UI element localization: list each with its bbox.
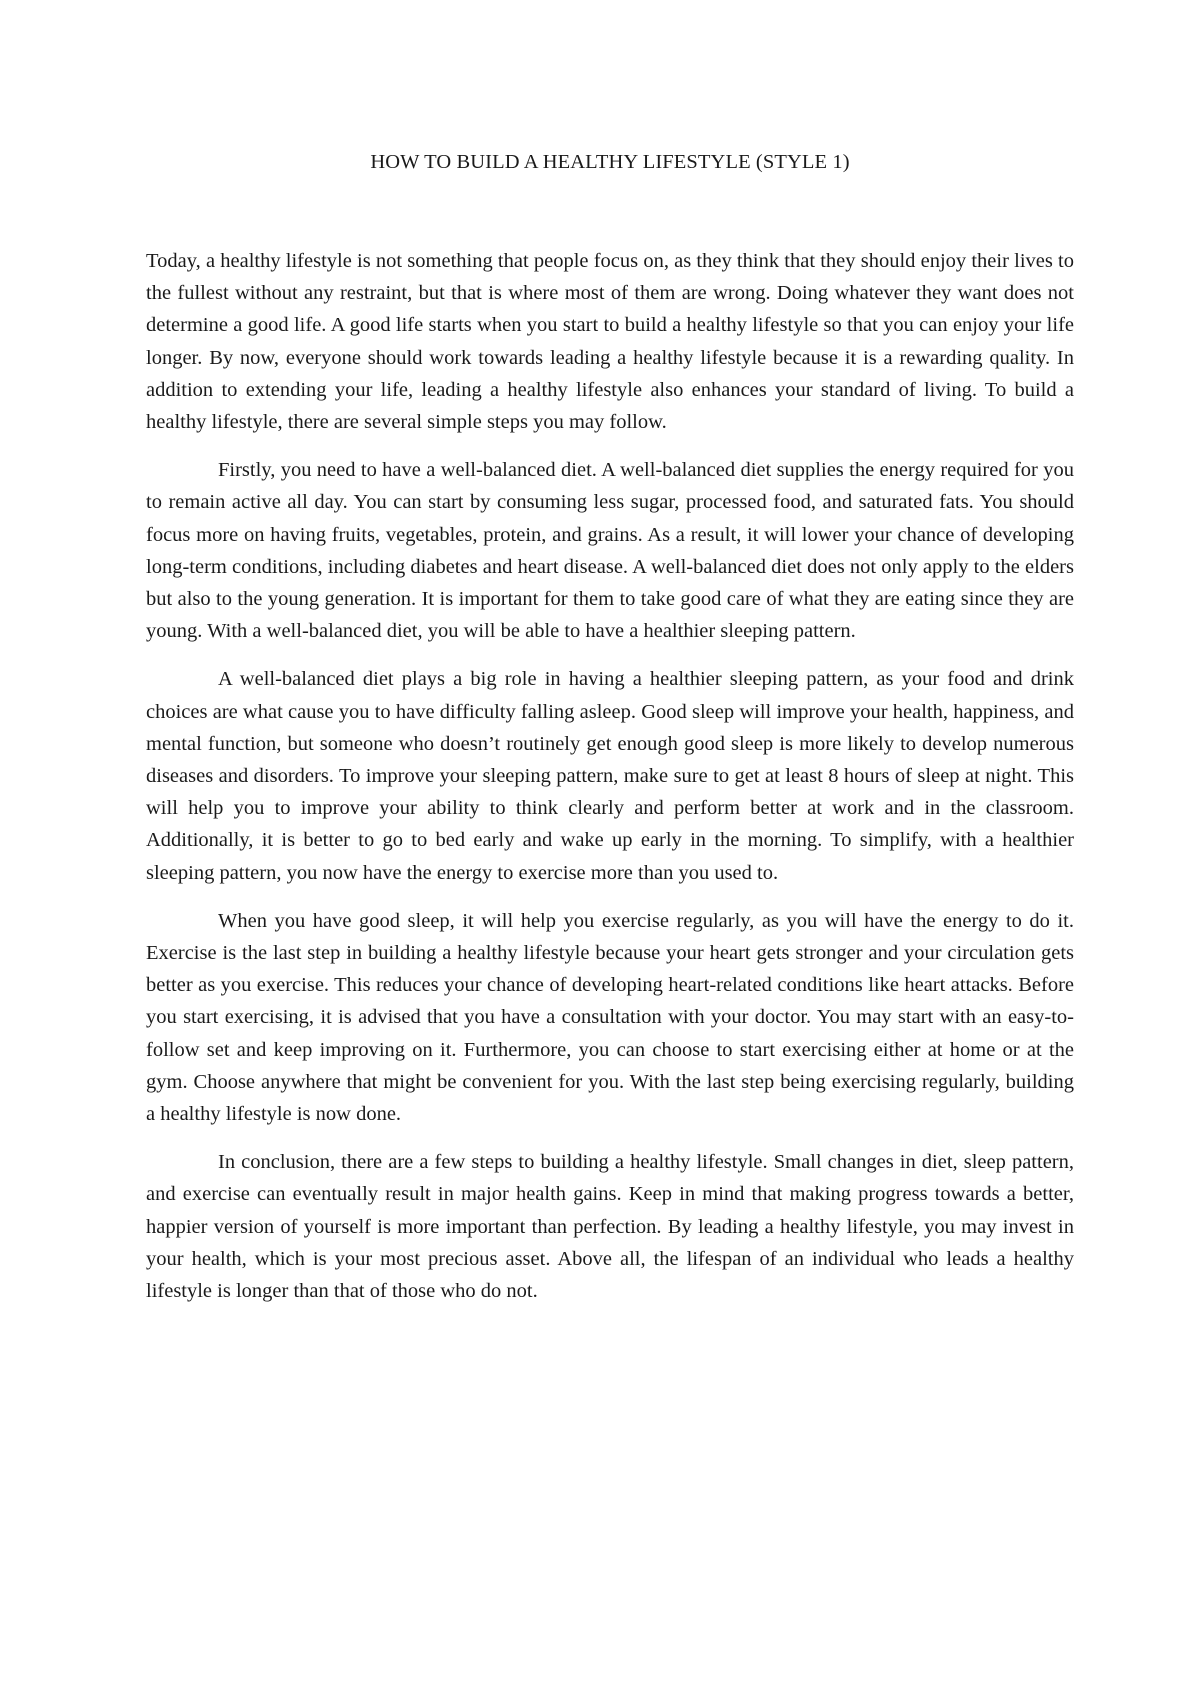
- document-body: [146, 245, 1074, 1323]
- document-title: HOW TO BUILD A HEALTHY LIFESTYLE (STYLE 1): [370, 151, 850, 173]
- paragraph-exercise: When you have good sleep, it will help you exercise regularly, as you will have the energy to do it. Exercise is the last step in building a healthy lifestyle because your heart gets stronger and your circulation gets better as you exercise. This reduces your chance of developing heart-related conditions like heart attacks. Before you start exercising, it is advised that you have a consultation with your doctor. You may start with an easy-to-follow set and keep improving on it. Furthermore, you can choose to start exercising either at home or at the gym. Choose anywhere that might be convenient for you. With the last step being exercising regularly, building a healthy lifestyle is now done.: [146, 909, 1074, 1126]
- paragraph-sleep: A well-balanced diet plays a big role in having a healthier sleeping pattern, as your food and drink choices are what cause you to have difficulty falling asleep. Good sleep will improve your health, happiness, and mental function, but someone who doesn’t routinely get enough good sleep is more likely to develop numerous diseases and disorders. To improve your sleeping pattern, make sure to get at least 8 hours of sleep at night. This will help you to improve your ability to think clearly and perform better at work and in the classroom. Additionally, it is better to go to bed early and wake up early in the morning. To simplify, with a healthier sleeping pattern, you now have the energy to exercise more than you used to.: [146, 668, 1074, 884]
- paragraph-introduction: Today, a healthy lifestyle is not something that people focus on, as they think that they should enjoy their lives to the fullest without any restraint, but that is where most of them are wrong. Doing whatever they want does not determine a good life. A good life starts when you start to build a healthy lifestyle so that you can enjoy your life longer. By now, everyone should work towards leading a healthy lifestyle because it is a rewarding quality. In addition to extending your life, leading a healthy lifestyle also enhances your standard of living. To build a healthy lifestyle, there are several simple steps you may follow.: [146, 250, 1074, 434]
- paragraph-conclusion: In conclusion, there are a few steps to building a healthy lifestyle. Small changes in diet, sleep pattern, and exercise can eventually result in major health gains. Keep in mind that making progress towards a better, happier version of yourself is more important than perfection. By leading a healthy lifestyle, you may invest in your health, which is your most precious asset. Above all, the lifespan of an individual who leads a healthy lifestyle is longer than that of those who do not.: [146, 1151, 1074, 1303]
- paragraph-diet: Firstly, you need to have a well-balanced diet. A well-balanced diet supplies the energy required for you to remain active all day. You can start by consuming less sugar, processed food, and saturated fats. You should focus more on having fruits, vegetables, protein, and grains. As a result, it will lower your chance of developing long-term conditions, including diabetes and heart disease. A well-balanced diet does not only apply to the elders but also to the young generation. It is important for them to take good care of what they are eating since they are young. With a well-balanced diet, you will be able to have a healthier sleeping pattern.: [146, 459, 1074, 643]
